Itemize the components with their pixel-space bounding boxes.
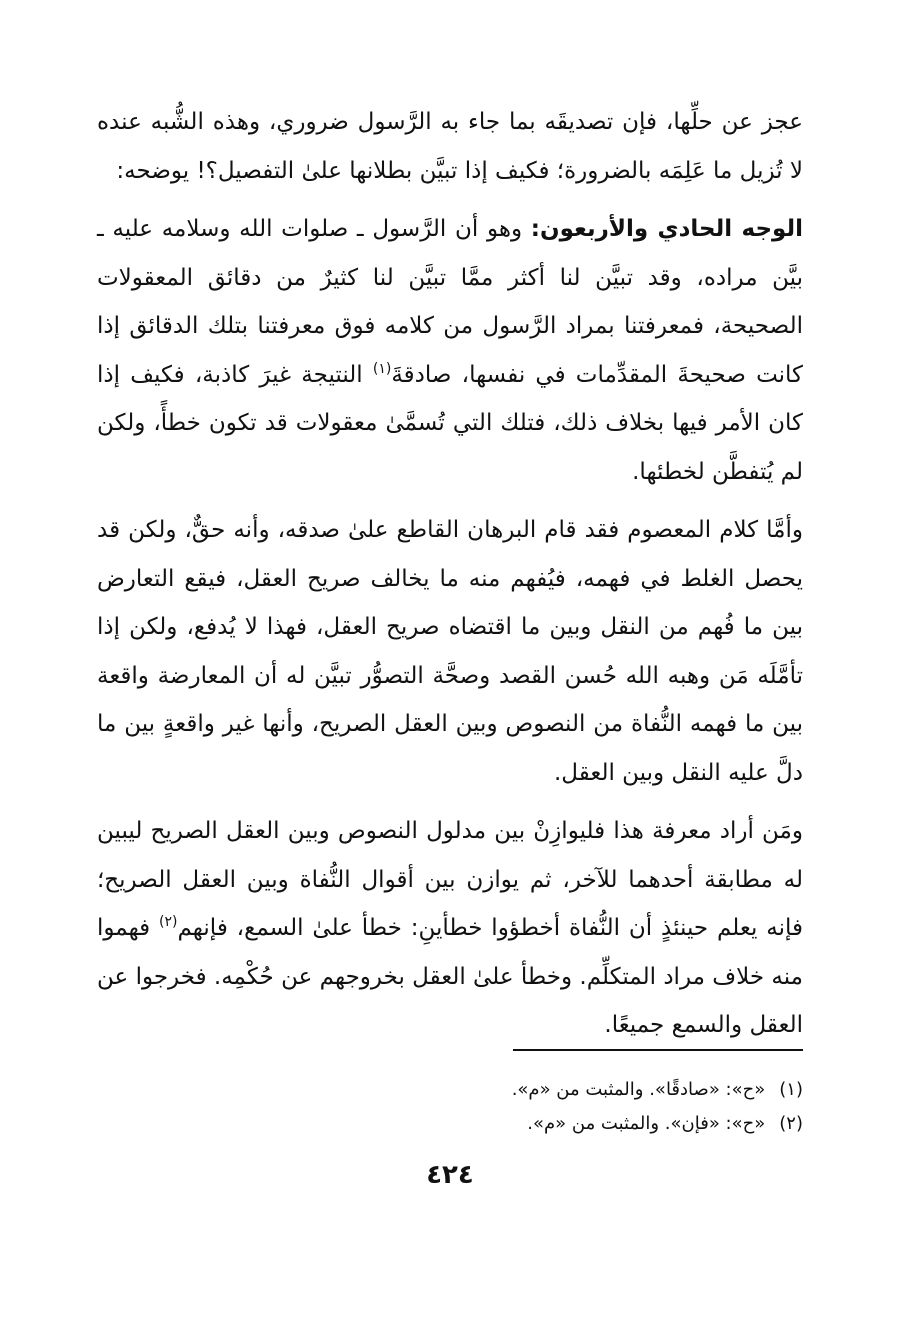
footnote-2 [97, 1107, 803, 1141]
footnote-ref-1[interactable]: (١) [372, 360, 392, 377]
footnote-2-text: «ح»: «فإن». والمثبت من «م». [527, 1113, 766, 1134]
page-number: ٤٢٤ [426, 1160, 474, 1190]
paragraph-4-text-b: فهموا منه خلاف مراد المتكلِّم. وخطأ علىٰ العقل بخروجهم عن حُكْمِه. فخرجوا عن العقل والسمع جميعًا. [97, 915, 803, 1038]
footnote-ref-2[interactable]: (٢) [159, 914, 178, 930]
page-body [97, 98, 803, 1050]
paragraph-3 [97, 506, 803, 797]
paragraph-1-text: عجز عن حلِّها، فإن تصديقَه بما جاء به الرَّسول ضروري، وهذه الشُّبه عنده لا تُزيل ما عَلِمَه بالضرورة؛ فكيف إذا تبيَّن بطلانها علىٰ التفصيل؟! يوضحه: [97, 109, 803, 184]
footnote-1-text: «ح»: «صادقًا». والمثبت من «م». [511, 1079, 766, 1100]
paragraph-1 [97, 98, 803, 195]
paragraph-2 [97, 205, 803, 496]
paragraph-2-text-a: وهو أن الرَّسول ـ صلوات الله وسلامه عليه ـ بيَّن مراده، وقد تبيَّن لنا أكثر ممَّا تبيَّن لنا كثيرٌ من دقائق المعقولات الصحيحة، فمعرفتنا بمراد الرَّسول من كلامه فوق معرفتنا بتلك الدقائق إذا كانت صحيحةَ المقدِّمات في نفسها، صادقةَ [97, 216, 804, 388]
paragraph-3-text: وأمَّا كلام المعصوم فقد قام البرهان القاطع علىٰ صدقه، وأنه حقٌّ، ولكن قد يحصل الغلط في فهمه، فيُفهم منه ما يخالف صريح العقل، فيقع التعارض بين ما فُهم من النقل وبين ما اقتضاه صريح العقل، فهذا لا يُدفع، ولكن إذا تأمَّلَه مَن وهبه الله حُسن القصد وصحَّة التصوُّر تبيَّن له أن المعارضة واقعة بين ما فهمه النُّفاة من النصوص وبين العقل الصريح، وأنها غير واقعةٍ بين ما دلَّ عليه النقل وبين العقل. [97, 517, 803, 786]
paragraph-2-text-b: النتيجة غيرَ كاذبة، فكيف إذا كان الأمر فيها بخلاف ذلك، فتلك التي تُسمَّىٰ معقولات قد تكون خطأً، ولكن لم يُتفطَّن لخطئها. [97, 361, 803, 485]
footnote-1-number: (١) [779, 1079, 803, 1100]
footnotes [97, 1073, 803, 1141]
footnote-divider [513, 1049, 803, 1051]
footnote-2-number: (٢) [779, 1113, 803, 1134]
paragraph-4 [97, 807, 803, 1050]
section-heading: الوجه الحادي والأربعون: [530, 216, 804, 242]
paragraph-4-text-a: ومَن أراد معرفة هذا فليوازِنْ بين مدلول النصوص وبين العقل الصريح ليبين له مطابقة أحدهما للآخر، ثم يوازن بين أقوال النُّفاة وبين العقل الصريح؛ فإنه يعلم حينئذٍ أن النُّفاة أخطؤوا خطأينِ: خطأ علىٰ السمع، فإنهم [97, 818, 803, 941]
footnote-1 [97, 1073, 803, 1107]
